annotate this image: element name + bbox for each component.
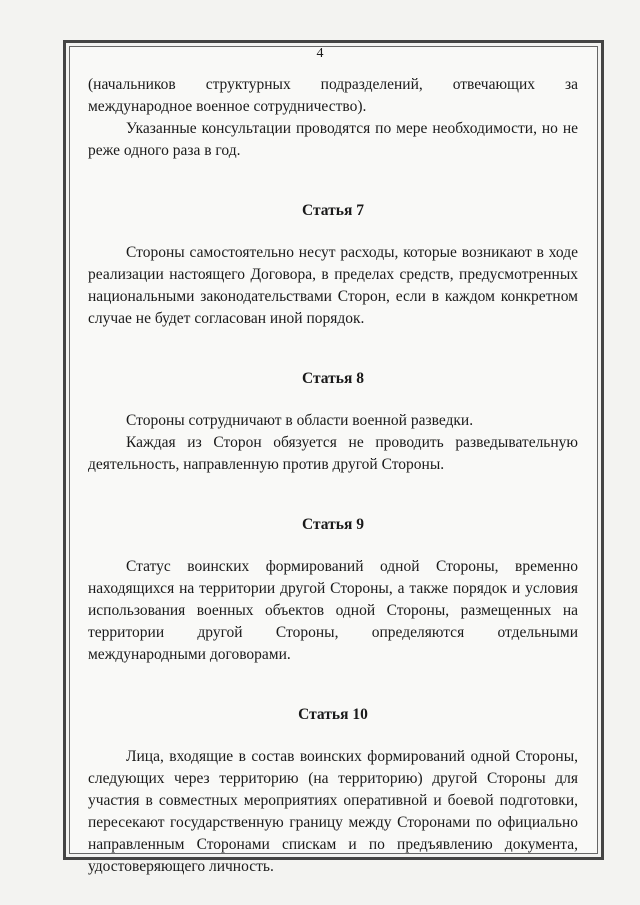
article-8-paragraph-1: Стороны сотрудничают в области военной разведки. — [126, 412, 474, 429]
article-10-paragraph: Лица, входящие в состав воинских формирований одной Стороны, следующих через территорию (на территорию) другой Стороны для участия в совместных мероприятиях оперативной и боевой подготовки, пересекают государственную границу между Сторонами по официально направленным Сторонами спискам и по предъявлению документа, удостоверяющего личность. — [88, 748, 578, 875]
continuation-paragraph-2: Указанные консультации проводятся по мере необходимости, но не реже одного раза в год. — [88, 120, 578, 159]
document-body — [88, 74, 578, 878]
article-7-heading: Статья 7 — [302, 202, 364, 219]
article-8-heading: Статья 8 — [302, 370, 364, 387]
continuation-paragraph: (начальников структурных подразделений, отвечающих за международное военное сотрудничество). — [88, 76, 578, 115]
article-9-paragraph: Статус воинских формирований одной Стороны, временно находящихся на территории другой Стороны, а также порядок и условия использования военных объектов одной Стороны, размещенных на территории другой Стороны, определяются отдельными международными договорами. — [88, 558, 578, 663]
article-10-heading: Статья 10 — [298, 706, 368, 723]
article-8-paragraph-2: Каждая из Сторон обязуется не проводить разведывательную деятельность, направленную против другой Стороны. — [88, 434, 578, 473]
article-9-heading: Статья 9 — [302, 516, 364, 533]
article-7-paragraph: Стороны самостоятельно несут расходы, которые возникают в ходе реализации настоящего Договора, в пределах средств, предусмотренных национальными законодательствами Сторон, если в каждом конкретном случае не будет согласован иной порядок. — [88, 244, 578, 327]
page-number: 4 — [316, 46, 324, 61]
